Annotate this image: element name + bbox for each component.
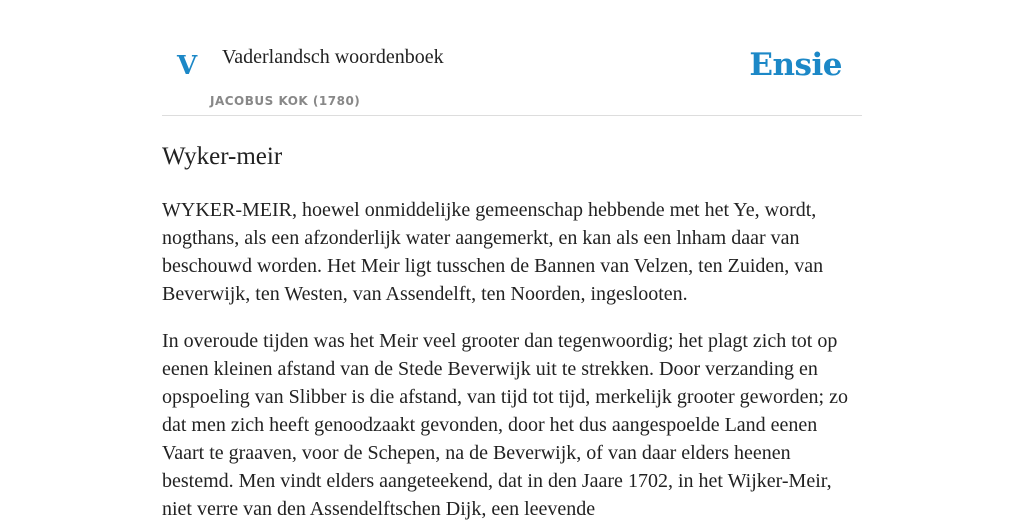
book-logo-icon[interactable]: V	[177, 51, 198, 81]
page-container	[162, 0, 862, 523]
book-title-link[interactable]: Vaderlandsch woordenboek	[222, 46, 444, 68]
entry-paragraph: WYKER-MEIR, hoewel onmiddelijke gemeenschap hebbende met het Ye, wordt, nogthans, als een afzonderlijk water aangemerkt, en kan als een lnham daar van beschouwd worden. Het Meir ligt tusschen de Bannen van Velzen, ten Zuiden, van Beverwijk, ten Westen, van Assendelft, ten Noorden, ingeslooten.	[162, 199, 824, 305]
entry-paragraph: In overoude tijden was het Meir veel grooter dan tegenwoordig; het plagt zich tot op eenen kleinen afstand van de Stede Beverwijk uit te strekken. Door verzanding en opspoeling van Slibber is die afstand, van tijd tot tijd, merkelijk grooter geworden; zo dat men zich heeft genoodzaakt gevonden, door het dus aangespoelde Land eenen Vaart te graaven, voor de Schepen, na de Beverwijk, of van daar elders heenen bestemd. Men vindt elders aangeteekend, dat in den Jaare 1702, in het Wijker-Meir, niet verre van den Assendelftschen Dijk, een leevende	[162, 330, 848, 520]
ensie-logo-link[interactable]: Ensie	[749, 47, 842, 83]
book-author: JACOBUS KOK (1780)	[210, 94, 361, 108]
entry-title: Wyker-meir	[162, 143, 283, 170]
page-header	[162, 0, 862, 116]
